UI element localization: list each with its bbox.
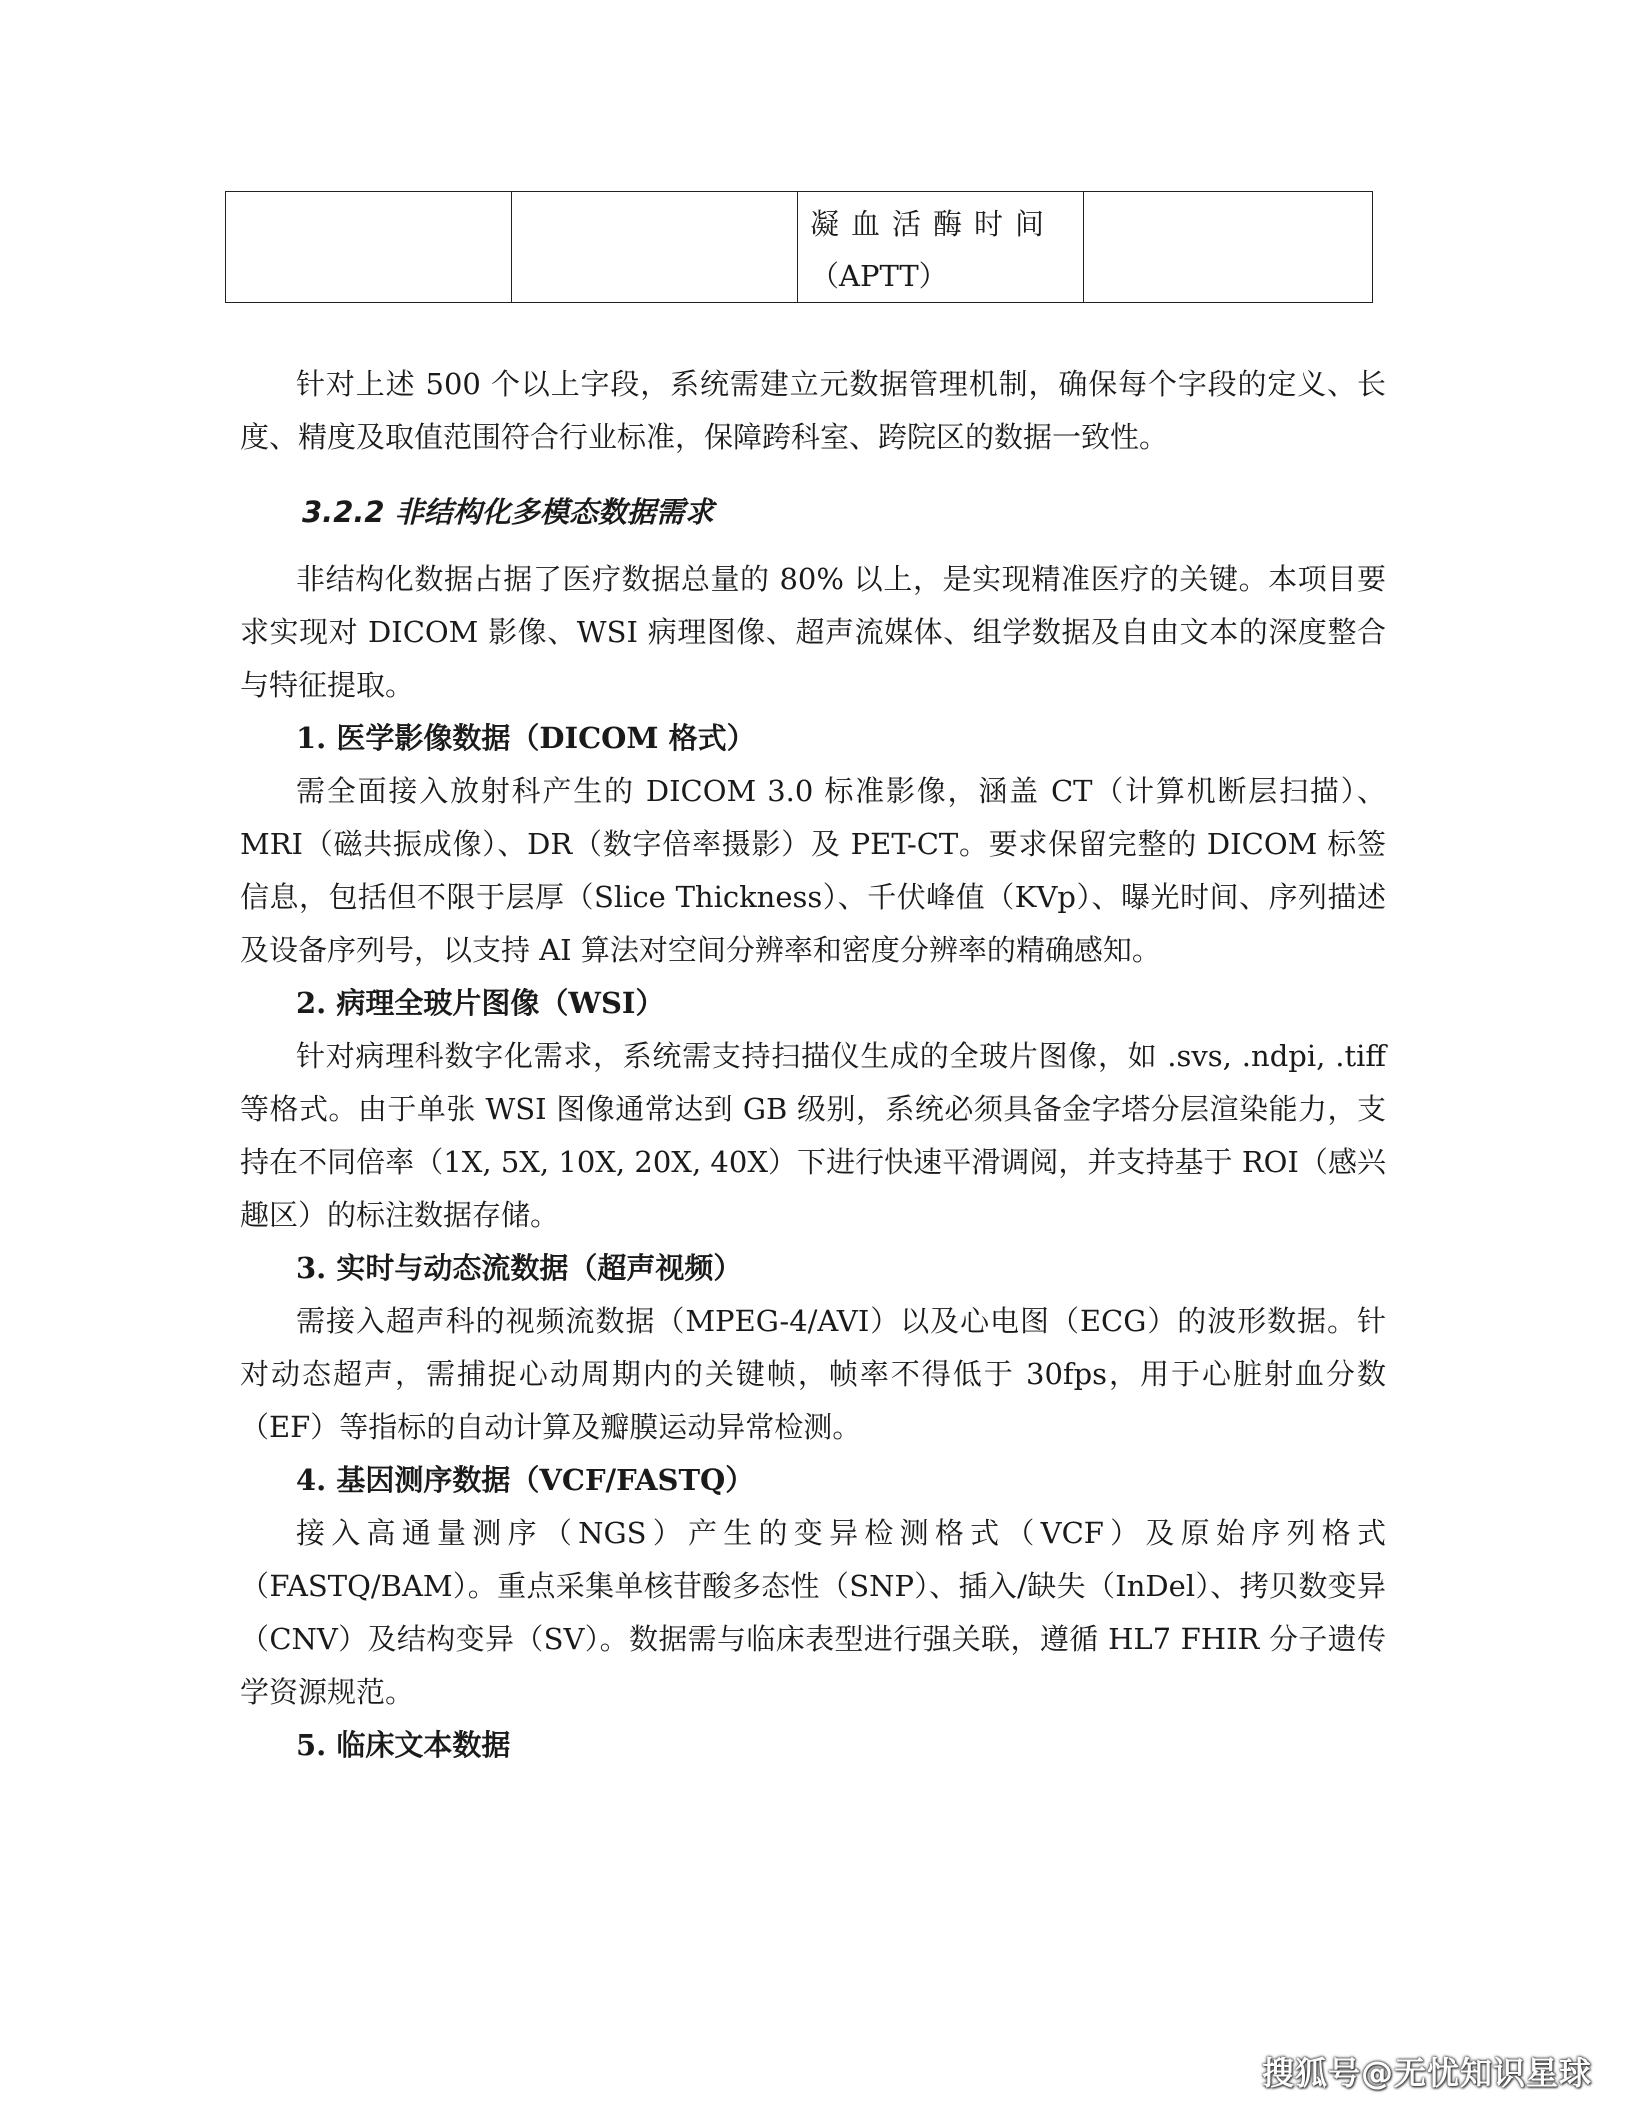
field-name-line2: （APTT）	[810, 259, 948, 293]
field-name-line1: 凝血活酶时间	[810, 207, 1057, 241]
table-cell-4	[1084, 192, 1373, 303]
table-cell-1	[226, 192, 512, 303]
section-intro-paragraph: 非结构化数据占据了医疗数据总量的 80% 以上，是实现精准医疗的关键。本项目要求实现对 DICOM 影像、WSI 病理图像、超声流媒体、组学数据及自由文本的深度整合与特征提取。	[240, 562, 1386, 702]
item-heading-clinical-text: 5. 临床文本数据	[296, 1728, 511, 1762]
section-body	[240, 553, 1386, 1772]
item-heading-ultrasound: 3. 实时与动态流数据（超声视频）	[296, 1251, 743, 1285]
section-number: 3.2.2	[302, 495, 385, 529]
item-body-genomics: 接入高通量测序（NGS）产生的变异检测格式（VCF）及原始序列格式（FASTQ/BAM）。重点采集单核苷酸多态性（SNP）、插入/缺失（InDel）、拷贝数变异（CNV）及结构变异（SV）。数据需与临床表型进行强关联，遵循 HL7 FHIR 分子遗传学资源规范。	[240, 1516, 1386, 1709]
item-heading-genomics: 4. 基因测序数据（VCF/FASTQ）	[296, 1463, 755, 1497]
section-heading	[302, 486, 714, 539]
item-heading-dicom: 1. 医学影像数据（DICOM 格式）	[296, 721, 756, 755]
table-cell-3	[798, 192, 1084, 303]
data-field-table-fragment	[225, 191, 1373, 303]
item-body-wsi: 针对病理科数字化需求，系统需支持扫描仪生成的全玻片图像，如 .svs, .ndpi, .tiff 等格式。由于单张 WSI 图像通常达到 GB 级别，系统必须具备金字塔分层渲染能力，支持在不同倍率（1X, 5X, 10X, 20X, 40X）下进行快速平滑调阅，并支持基于 ROI（感兴趣区）的标注数据存储。	[240, 1039, 1386, 1232]
item-body-ultrasound: 需接入超声科的视频流数据（MPEG-4/AVI）以及心电图（ECG）的波形数据。针对动态超声，需捕捉心动周期内的关键帧，帧率不得低于 30fps，用于心脏射血分数（EF）等指标的自动计算及瓣膜运动异常检测。	[240, 1304, 1386, 1444]
watermark-text: 搜狐号@无忧知识星球	[1261, 2054, 1592, 2092]
intro-paragraph: 针对上述 500 个以上字段，系统需建立元数据管理机制，确保每个字段的定义、长度、精度及取值范围符合行业标准，保障跨科室、跨院区的数据一致性。	[240, 367, 1386, 454]
section-title-text: 非结构化多模态数据需求	[394, 495, 714, 529]
item-heading-wsi: 2. 病理全玻片图像（WSI）	[296, 986, 665, 1020]
table-row	[226, 192, 1373, 303]
table-cell-2	[512, 192, 798, 303]
item-body-dicom: 需全面接入放射科产生的 DICOM 3.0 标准影像，涵盖 CT（计算机断层扫描）、MRI（磁共振成像）、DR（数字倍率摄影）及 PET-CT。要求保留完整的 DICOM 标签信息，包括但不限于层厚（Slice Thickness）、千伏峰值（KVp）、曝光时间、序列描述及设备序列号，以支持 AI 算法对空间分辨率和密度分辨率的精确感知。	[240, 774, 1386, 967]
